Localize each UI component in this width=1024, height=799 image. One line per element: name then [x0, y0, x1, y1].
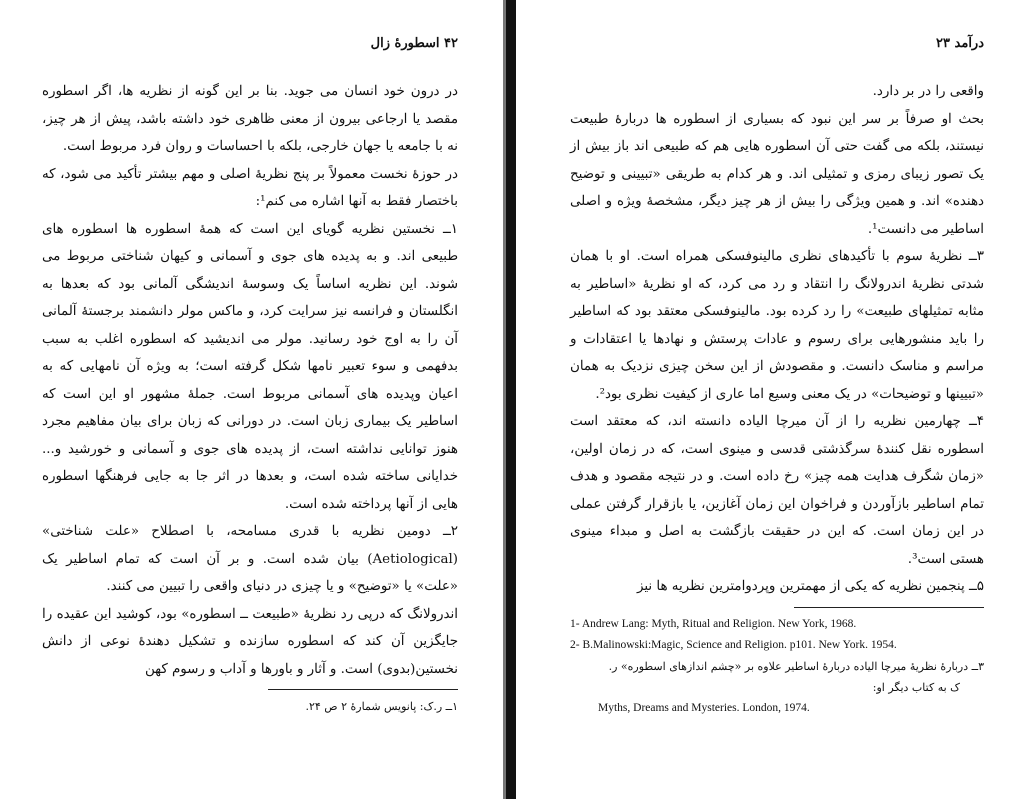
right-page — [516, 0, 1024, 799]
paragraph: در درون خود انسان می جوید. بنا بر این گونه از نظریه ها، اگر اسطوره مقصد یا ارجاعی بیرون از معنی ظاهری خود داشته باشد، پیش از هر چیز، نه با جامعه یا جهان خارجی، بلکه با احساسات و روان فرد مربوط است. — [42, 84, 458, 154]
page-header-right: درآمد ۲۳ — [936, 36, 984, 51]
paragraph: در حوزهٔ نخست معمولاً بر پنج نظریهٔ اصلی و مهم بیشتر تأکید می شود، که باختصار فقط به آنها اشاره می کنم¹: — [42, 166, 458, 209]
paragraph: ۴ــ چهارمین نظریه را از آن میرچا الیاده دانسته اند، که معتقد است اسطوره نقل کنندهٔ سرگذشتی قدسی و مینوی است، که در زمان اولین، «زمان شگرف هدایت همه چیز» رخ داده است. و در نتیجه مقصود و هدف تمام اساطیر بازآوردن و فراخوان این زمان آغازین، یا بازقرار گرفتن عملی در این زمان است. که این در حقیقت بازگشت به اصل و مبداء مینوی هستی است³. — [570, 414, 984, 567]
book-gutter — [506, 0, 516, 799]
right-body — [570, 78, 984, 601]
footnote-3-continued: ک به کتاب دیگر او: — [872, 680, 960, 694]
footnotes-left — [42, 696, 458, 717]
footnote-2: 2- B.Malinowski:Magic, Science and Religion. p101. New York. 1954. — [570, 638, 897, 651]
paragraph: ۲ــ دومین نظریه با قدری مسامحه، با اصطلاح «علت شناختی» (Aetiological) بیان شده است. و بر آن است که تمام اساطیر یک «علت» یا «توضیح» و یا چیزی در دنیای واقعی را تبیین می کنند. — [42, 524, 458, 594]
paragraph: اندرولانگ که درپی رد نظریهٔ «طبیعت ــ اسطوره» بود، کوشید این عقیده را جایگزین آن کند که اسطوره سازنده و تشکیل دهندهٔ نوعی از دانش نخستین(بدوی) است. و آثار و باورها و آداب و رسوم کهن — [42, 606, 458, 677]
footnote-3: ۳ــ دربارهٔ نظریهٔ میرچا الیاده دربارهٔ اساطیر علاوه بر «چشم اندازهای اسطوره» ر. — [608, 659, 984, 673]
paragraph: واقعی را در بر دارد. — [872, 84, 984, 99]
footnote-divider — [794, 607, 984, 608]
paragraph: ۱ــ نخستین نظریه گویای این است که همهٔ اسطوره ها اسطوره های طبیعی اند. و به پدیده های جوی و آسمانی و کیهان شناختی مربوط می شوند. این نظریه اساساً یک وسوسهٔ اندیشگی آلمانی بود که بعدها به انگلستان و فرانسه نیز سرایت کرد، و ماکس مولر دانشمند برجستهٔ آلمانی آن را به اوج خود رسانید. مولر می اندیشید که اسطوره اغلب به سبب بدفهمی و سوء تعبیر نامها شکل گرفته است؛ به ویژه آن نامهایی که به اعیان وپدیده های آسمانی مربوط است. جملهٔ مشهور او این است که اساطیر یک بیماری زبان است. در دورانی که زبان برای بیان مفاهیم مجرد هنوز توانایی نداشته است، از پدیده های جوی و آسمانی و خورشید و... خدایانی ساخته شده است، و بعدها در اثر جا به جایی فرهنگها اسطوره هایی از آنها پرداخته شده است. — [42, 221, 458, 512]
page-header-left: ۴۲ اسطورهٔ زال — [370, 36, 458, 51]
footnote: ۱ــ ر.ک: پانویس شمارهٔ ۲ ص ۲۴. — [305, 700, 458, 713]
paragraph: بحث او صرفاً بر سر این نبود که بسیاری از اسطوره ها دربارهٔ طبیعت نیستند، بلکه می گفت حتی آن اسطوره هایی هم که طبیعی اند باز بیش از یک تصور زیبای رمزی و تمثیلی اند. و هر کدام به طریقی «تبیینی و توضیح دهنده» اند. و همین ویژگی را بیش از هر چیز دیگر، مشخصهٔ ویژه و اصلی اساطیر می دانست¹. — [570, 111, 984, 237]
footnote-divider — [268, 689, 458, 690]
left-body — [42, 78, 458, 683]
footnote-1: 1- Andrew Lang: Myth, Ritual and Religion. New York, 1968. — [570, 617, 857, 630]
footnote-3-book: Myths, Dreams and Mysteries. London, 1974. — [598, 701, 810, 714]
paragraph: ۵ــ پنجمین نظریه که یکی از مهمترین وپردوامترین نظریه ها نیز — [636, 579, 984, 594]
left-page — [0, 0, 506, 799]
footnotes-right — [570, 614, 984, 719]
paragraph: ۳ــ نظریهٔ سوم با تأکیدهای نظری مالینوفسکی همراه است. او با همان شدتی نظریهٔ اندرولانگ را انتقاد و رد می کرد، که او نظریهٔ «اساطیر به مثابه تمثیلهای طبیعت» را رد کرده بود. مالینوفسکی معتقد بود که اساطیر را باید منشورهایی برای رسوم و عادات پرستش و نهادها یا اعتقادات و مراسم و مناسک دانست. و مقصودش از این سخن چیزی نزدیک به همان «تبیینها و توضیحات» در یک معنی وسیع اما عاری از کیفیت نظری بود². — [570, 249, 984, 402]
